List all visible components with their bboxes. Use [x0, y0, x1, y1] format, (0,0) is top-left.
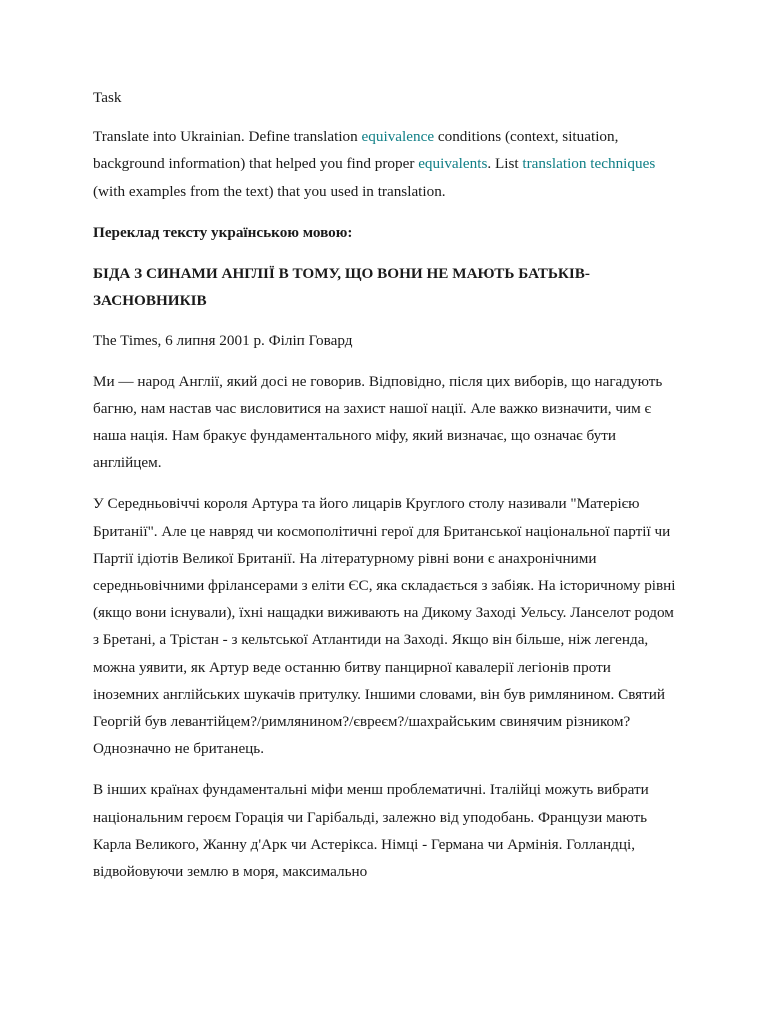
translation-techniques-link[interactable]: translation techniques — [522, 155, 656, 173]
task-heading: Task — [93, 89, 122, 106]
instruction-text-3: . List — [487, 155, 523, 173]
instruction-text-2: conditions (context, situation, background information) that helped you find proper — [93, 128, 619, 173]
article-title: БІДА З СИНАМИ АНГЛІЇ В ТОМУ, ЩО ВОНИ НЕ МАЮТЬ БАТЬКІВ-ЗАСНОВНИКІВ — [93, 265, 590, 310]
article-paragraph: У Середньовіччі короля Артура та його лицарів Круглого столу називали "Матерією Британії". Але це навряд чи космополітичні герої для Британської національної партії чи Партії ідіотів Великої Британії. На літературному рівні вони є анахронічними середньовічними фрілансерами з еліти ЄС, яка складається з забіяк. На історичному рівні (якщо вони існували), їхні нащадки виживають на Дикому Заході Уельсу. Ланселот родом з Бретані, а Трістан - з кельтської Атлантиди на Заході. Якщо він більше, ніж легенда, можна уявити, як Артур веде останню битву панцирної кавалерії легіонів проти іноземних англійських шукачів притулку. Іншими словами, він був римлянином. Святий Георгій був левантійцем?/римлянином?/євреєм?/шахрайським свинячим різником? Однозначно не британець. — [93, 495, 676, 758]
article-paragraph: Ми — народ Англії, який досі не говорив. Відповідно, після цих виборів, що нагадують багню, нам настав час висловитися на захист нашої нації. Але важко визначити, чим є наша нація. Нам бракує фундаментального міфу, який визначає, що означає бути англійцем. — [93, 372, 663, 472]
document-page — [93, 84, 678, 899]
instruction-text-1: Translate into Ukrainian. Define translation — [93, 128, 362, 146]
task-instruction — [93, 123, 678, 205]
instruction-text-4: (with examples from the text) that you used in translation. — [93, 182, 446, 200]
equivalents-link[interactable]: equivalents — [418, 155, 488, 173]
article-paragraph: В інших країнах фундаментальні міфи менш проблематичні. Італійці можуть вибрати національним героєм Горація чи Гарібальді, залежно від уподобань. Французи мають Карла Великого, Жанну д'Арк чи Астерікса. Німці - Германа чи Армінія. Голландці, відвойовуючи землю в моря, максимально — [93, 781, 649, 881]
article-source: The Times, 6 липня 2001 р. Філіп Говард — [93, 332, 353, 350]
equivalence-link[interactable]: equivalence — [361, 128, 435, 146]
translation-label: Переклад тексту українською мовою: — [93, 223, 353, 241]
